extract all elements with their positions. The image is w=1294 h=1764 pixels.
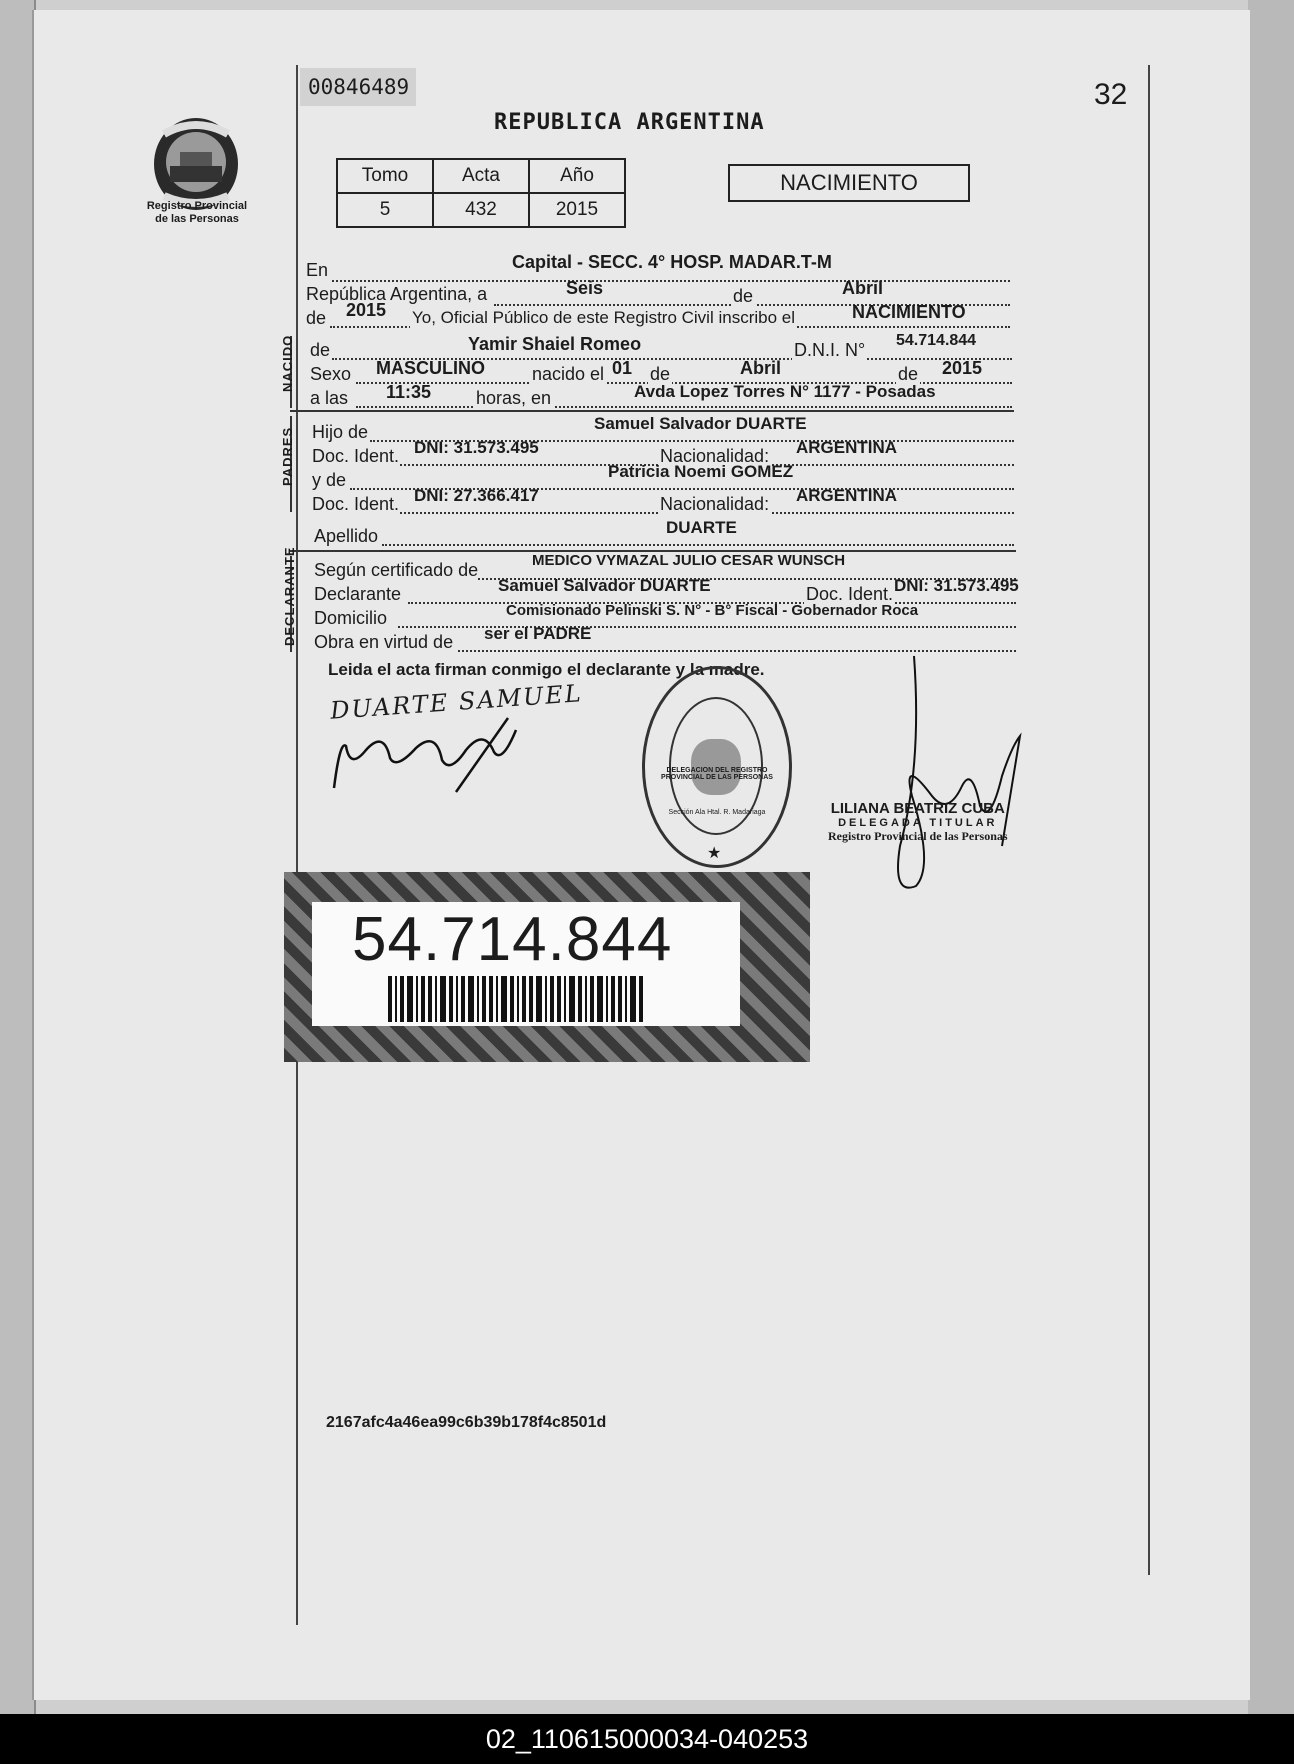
cert-value: MEDICO VYMAZAL JULIO CESAR WUNSCH [532,552,846,569]
official-name: LILIANA BEATRIZ CUBA [830,800,1005,817]
section-divider [290,410,1014,412]
sticker-label [312,902,740,1026]
caption-line-1: Registro Provincial [146,200,248,212]
acta-header: Acta [433,159,529,193]
declarante-section-label: DECLARANTE [282,546,297,646]
nacionalidad-label: Nacionalidad: [660,446,770,466]
doc-ident-label: Doc. Ident. [312,494,400,514]
nacido-section-label: NACIDO [280,334,295,392]
right-margin-line [1148,65,1150,1575]
declarant-name: Samuel Salvador DUARTE [498,576,711,595]
republica-label: República Argentina, a [306,284,488,304]
stamp-outer-text: DELEGACION DEL REGISTRO PROVINCIAL DE LAS PERSONAS [661,767,773,781]
handwritten-name: DUARTE SAMUEL [329,679,584,725]
doc-ident-label: Doc. Ident. [312,446,400,466]
barcode-sticker [284,872,810,1062]
child-dni: 54.714.844 [896,332,977,349]
event-value: NACIMIENTO [852,302,966,322]
birth-address: Avda Lopez Torres N° 1177 - Posadas [634,382,936,401]
serial-number: 00846489 [308,75,410,99]
country-title: REPUBLICA ARGENTINA [494,110,765,135]
sexo-value: MASCULINO [376,358,485,378]
domicilio-label: Domicilio [314,608,388,628]
surname-value: DUARTE [666,518,737,537]
birth-year: 2015 [942,358,983,378]
mother-nationality: ARGENTINA [796,486,898,505]
mother-name: Patricia Noemi GOMEZ [608,462,794,481]
footer-id-bar: 02_110615000034-040253 [0,1714,1294,1764]
dotted-line [382,544,1014,546]
y-de-label: y de [312,470,347,490]
de-label: de [306,308,327,328]
anio-value: 2015 [529,193,625,227]
father-name: Samuel Salvador DUARTE [594,414,807,433]
obra-value: ser el PADRE [484,624,592,643]
padres-section-label: PADRES [280,426,295,486]
doc-ident-label: Doc. Ident. [806,584,894,604]
official-signature [852,646,1042,906]
certificate-page [32,10,1250,1700]
serial-box [300,68,416,106]
document-hash: 2167afc4a46ea99c6b39b178f4c8501d [326,1414,607,1431]
de-label: de [733,286,754,306]
month-value: Abril [842,278,884,298]
father-nationality: ARGENTINA [796,438,898,457]
register-table [336,158,626,228]
dni-label: D.N.I. N° [794,340,866,360]
official-title: DELEGADA TITULAR [838,817,998,829]
declarant-signature [326,710,536,800]
registry-caption [130,200,264,226]
left-page-edge [0,0,36,1714]
page-number: 32 [1094,78,1128,111]
declarante-label: Declarante [314,584,402,604]
birth-time: 11:35 [386,382,432,402]
escudo-misiones-logo [144,114,248,214]
stamp-inner-text: Sección Ala Htal. R. Madariaga [668,809,766,816]
birth-month: Abril [740,358,782,378]
sticker-number: 54.714.844 [352,905,673,974]
tomo-header: Tomo [337,159,433,193]
official-block [828,800,1008,844]
domicile-value: Comisionado Pelinski S. N° - B° Fiscal - Gobernador Roca [506,602,919,619]
apellido-label: Apellido [314,526,379,546]
tomo-value: 5 [337,193,433,227]
closing-text: Leida el acta firman conmigo el declarante y la madre. [328,660,765,679]
de-label: de [650,364,671,384]
horas-en-label: horas, en [476,388,552,408]
registry-stamp [642,666,792,868]
nacido-el-label: nacido el [532,364,605,384]
anio-header: Año [529,159,625,193]
declarant-doc: DNI: 31.573.495 [894,576,1019,595]
acta-value: 432 [433,193,529,227]
obra-label: Obra en virtud de [314,632,454,652]
day-value: Seis [566,278,604,298]
nacionalidad-label: Nacionalidad: [660,494,770,514]
star-icon: ★ [707,845,722,862]
sexo-label: Sexo [310,364,352,384]
caption-line-2: de las Personas [155,213,239,225]
doc-type-box: NACIMIENTO [728,164,970,202]
place-value: Capital - SECC. 4° HOSP. MADAR.T-M [512,252,832,272]
dotted-line [356,406,1012,408]
de-label: de [310,340,331,360]
hijo-de-label: Hijo de [312,422,369,442]
right-page-edge [1248,0,1294,1714]
father-doc: DNI: 31.573.495 [414,438,539,457]
barcode [388,976,646,1022]
mother-doc: DNI: 27.366.417 [414,486,539,505]
birth-day: 01 [612,358,633,378]
official-org: Registro Provincial de las Personas [828,829,1008,843]
cert-label: Según certificado de [314,560,479,580]
inscribo-text: Yo, Oficial Público de este Registro Civil inscribo el [412,308,795,327]
child-name: Yamir Shaiel Romeo [468,334,642,354]
a-las-label: a las [310,388,349,408]
year-value: 2015 [346,300,387,320]
de-label: de [898,364,919,384]
left-margin-line [296,65,298,1625]
en-label: En [306,260,329,280]
dotted-line [332,280,1010,282]
